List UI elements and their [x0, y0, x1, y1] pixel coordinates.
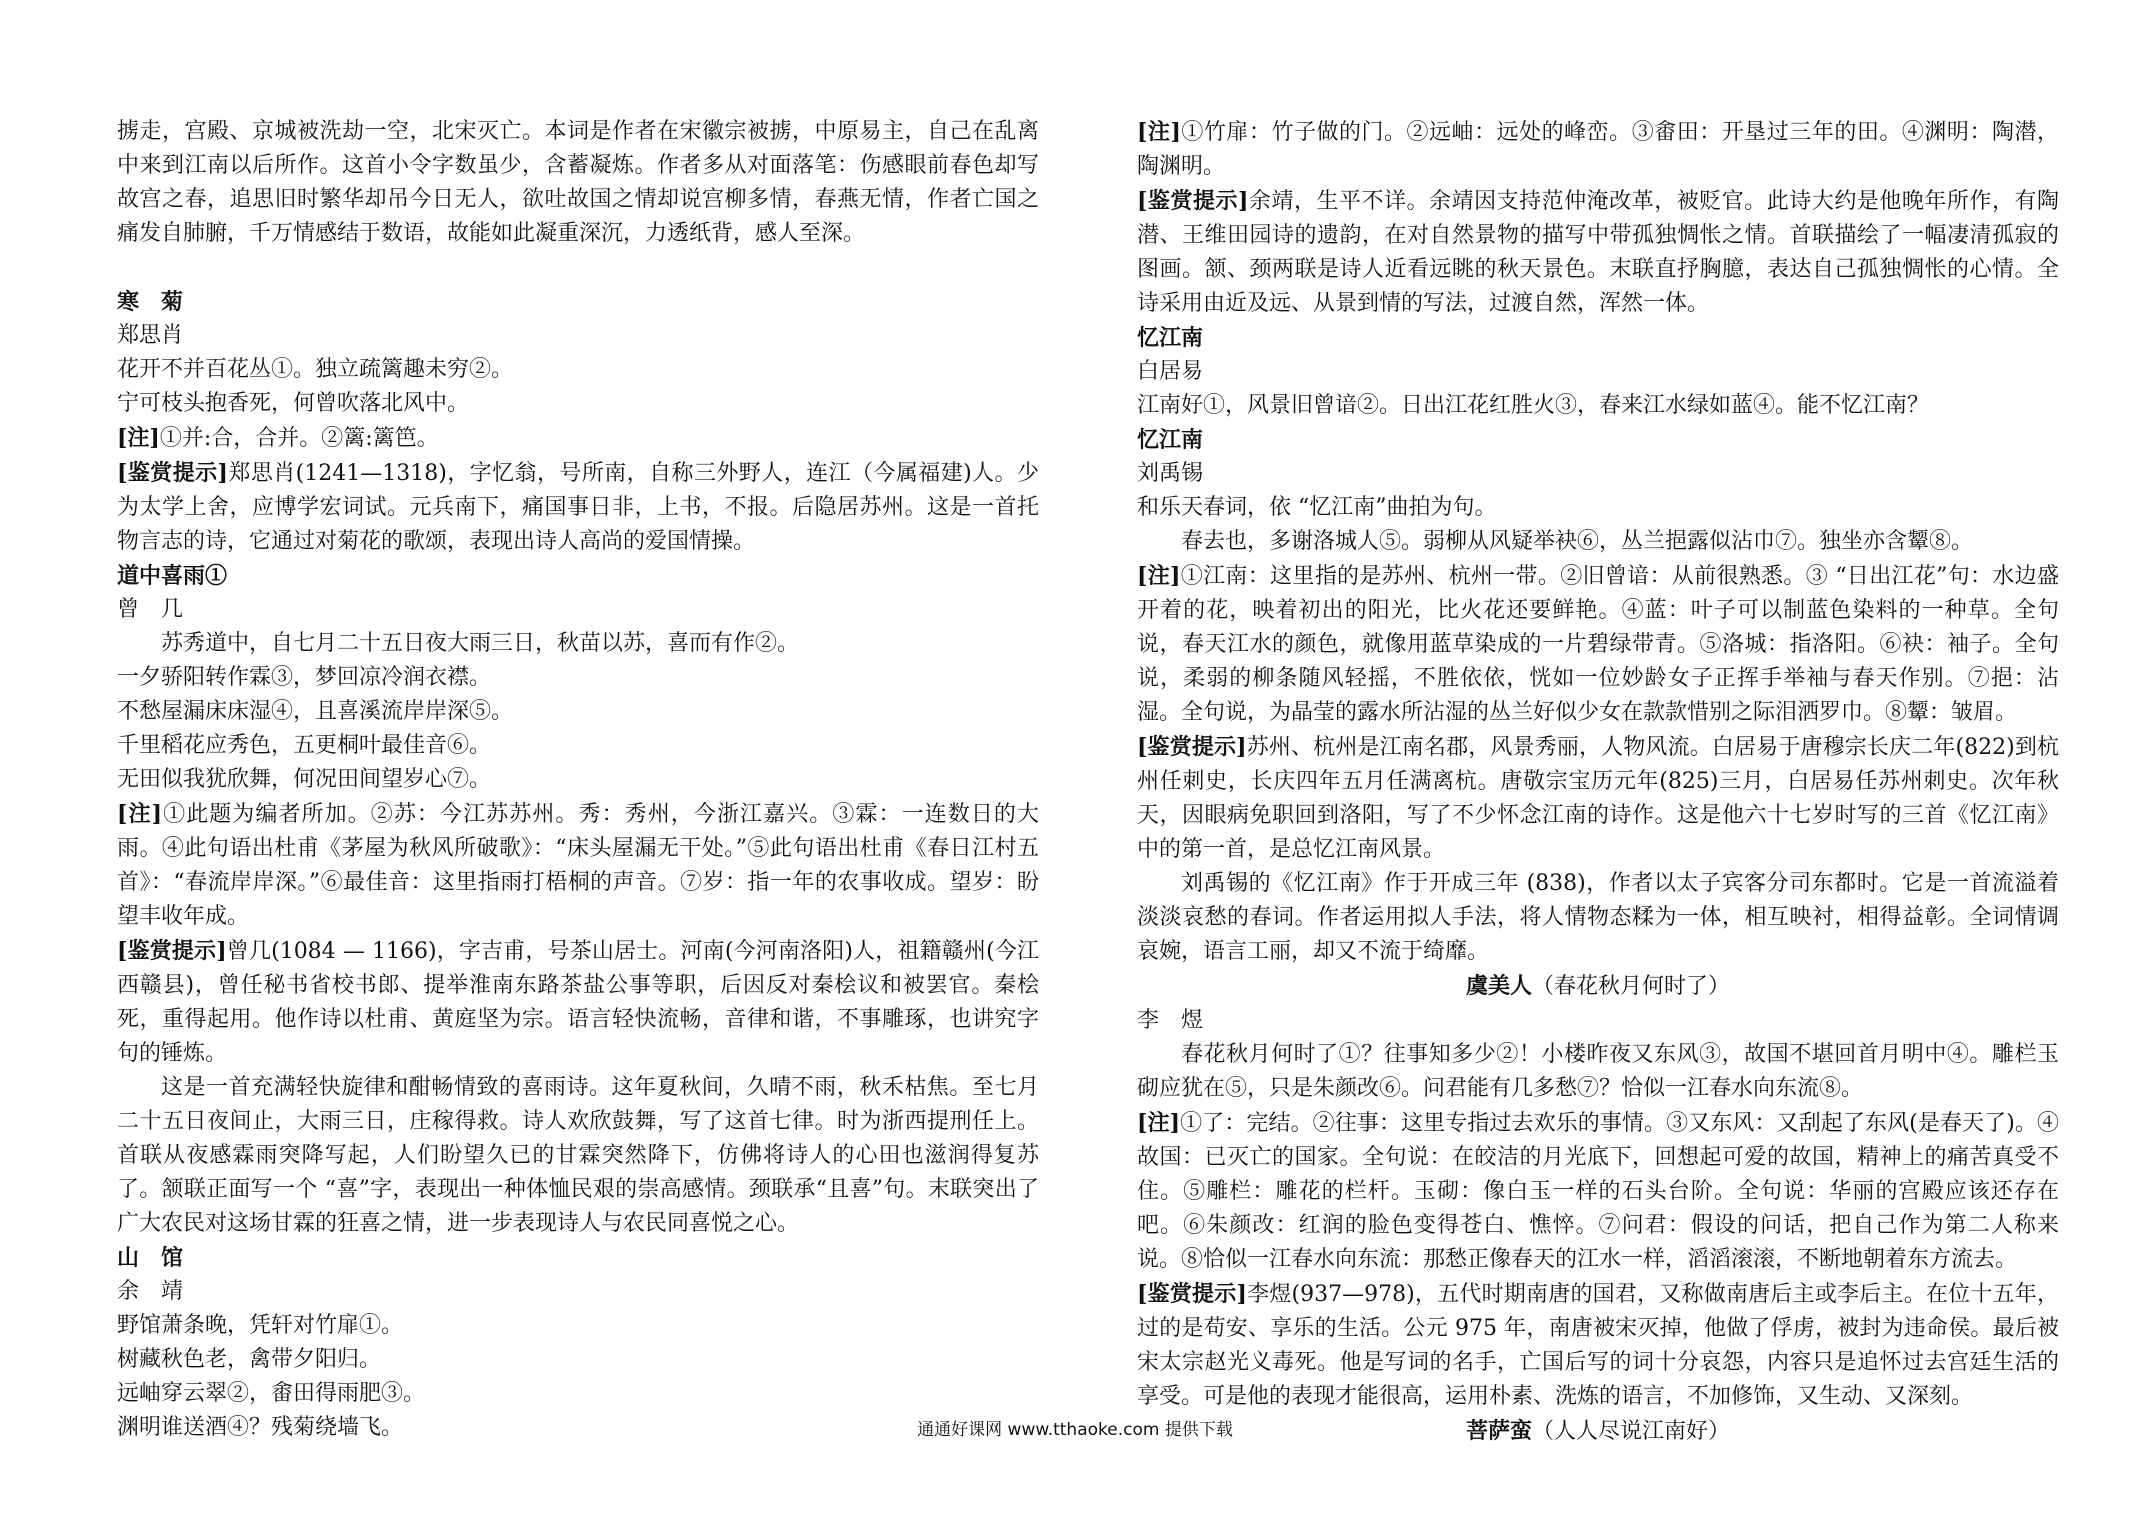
- note-text: ①江南：这里指的是苏州、杭州一带。②旧曾谙：从前很熟悉。③ “日出江花”句：水边盛开着的花，映着初出的阳光，比火花还要鲜艳。④蓝：叶子可以制蓝色染料的一种草。全句说，春天江水的颜色，就像用蓝草染成的一片碧绿带青。⑤洛城：指洛阳。⑥袂：袖子。全句说，柔弱的柳条随风轻摇，不胜依依，恍如一位妙龄女子正挥手举袖与春天作别。⑦挹：沾湿。全句说，为晶莹的露水所沾湿的丛兰好似少女在款款惜别之际泪洒罗巾。⑧颦：皱眉。: [1137, 564, 2059, 725]
- appreciation-label: [鉴赏提示]: [117, 460, 228, 486]
- poem-title: 寒 菊: [117, 289, 184, 315]
- poem-text: 春去也，多谢洛城人⑤。弱柳从风疑举袂⑥，丛兰挹露似沾巾⑦。独坐亦含颦⑧。: [1181, 529, 1974, 554]
- poem-author: 刘禹锡: [1137, 461, 1204, 486]
- poem-author: 余 靖: [117, 1279, 184, 1304]
- poem-title: 虞美人: [1465, 973, 1532, 999]
- note-text: ①此题为编者所加。②苏：今江苏苏州。秀：秀州，今浙江嘉兴。③霖：一连数日的大雨。④此句语出杜甫《茅屋为秋风所破歌》：“床头屋漏无干处。”⑤此句语出杜甫《春日江村五首》：“春流岸岸深。”⑥最佳音：这里指雨打梧桐的声音。⑦岁：指一年的农事收成。望岁：盼望丰收年成。: [117, 802, 1039, 929]
- note-paragraph: [117, 421, 1039, 456]
- poem-title: 菩萨蛮: [1465, 1418, 1532, 1444]
- intro-paragraph: 掳走，宫殿、京城被洗劫一空，北宋灭亡。本词是作者在宋徽宗被掳，中原易主，自己在乱离中来到江南以后所作。这首小令字数虽少，含蓄凝炼。作者多从对面落笔：伤感眼前春色却写故宫之春，追思旧时繁华却吊今日无人，欲吐故国之情却说宫柳多情，春燕无情，作者亡国之痛发自肺腑，千万情感结于数语，故能如此凝重深沉，力透纸背，感人至深。: [117, 119, 1039, 246]
- poem-preface: 苏秀道中，自七月二十五日夜大雨三日，秋苗以苏，喜而有作②。: [161, 631, 800, 656]
- appreciation-paragraph: [1137, 730, 2059, 867]
- note-text: ①并:合，合并。②篱:篱笆。: [159, 426, 439, 451]
- appreciation-text: 李煜(937—978)，五代时期南唐的国君，又称做南唐后主或李后主。在位十五年，过的是苟安、享乐的生活。公元 975 年，南唐被宋灭掉，他做了俘虏，被封为违命侯。最后被宋太宗赵光义毒死。他是写词的名手，亡国后写的词十分哀怨，内容只是追怀过去宫廷生活的享受。可是他的表现才能很高，运用朴素、洗炼的语言，不加修饰，又生动、又深刻。: [1137, 1282, 2059, 1409]
- appreciation-label: [鉴赏提示]: [1137, 188, 1249, 214]
- poem-subtitle: （春花秋月何时了）: [1532, 974, 1731, 999]
- note-paragraph: [1137, 559, 2059, 730]
- poem-line: 远岫穿云翠②，畬田得雨肥③。: [117, 1381, 426, 1406]
- poem-author: 李 煜: [1137, 1008, 1204, 1033]
- poem-line: 千里稻花应秀色，五更桐叶最佳音⑥。: [117, 733, 492, 758]
- appreciation-text: 曾几(1084 — 1166)，字吉甫，号茶山居士。河南(今河南洛阳)人，祖籍赣州(今江西赣县)，曾任秘书省校书郎、提举淮南东路茶盐公事等职，后因反对秦桧议和被罢官。秦桧死，重得起用。他作诗以杜甫、黄庭坚为宗。语言轻快流畅，音律和谐，不事雕琢，也讲究字句的锤炼。: [117, 939, 1039, 1066]
- appreciation-text: 余靖，生平不详。余靖因支持范仲淹改革，被贬官。此诗大约是他晚年所作，有陶潜、王维田园诗的遗韵，在对自然景物的描写中带孤独惆怅之情。首联描绘了一幅凄清孤寂的图画。颔、颈两联是诗人近看远眺的秋天景色。末联直抒胸臆，表达自己孤独惆怅的心情。全诗采用由近及远、从景到情的写法，过渡自然，浑然一体。: [1137, 189, 2059, 316]
- poem-author: 曾 几: [117, 597, 184, 622]
- appreciation-paragraph: [1137, 184, 2059, 321]
- note-paragraph: [1137, 115, 2059, 184]
- note-label: [注]: [1137, 1110, 1181, 1136]
- poem-line: 一夕骄阳转作霖③，梦回凉冷润衣襟。: [117, 665, 492, 690]
- note-text: ①竹扉：竹子做的门。②远岫：远处的峰峦。③畬田：开垦过三年的田。④渊明：陶潜，陶渊明。: [1137, 120, 2059, 179]
- appreciation-paragraph: [117, 934, 1039, 1071]
- poem-line: 无田似我犹欣舞，何况田间望岁心⑦。: [117, 767, 492, 792]
- appreciation-paragraph-2: 这是一首充满轻快旋律和酣畅情致的喜雨诗。这年夏秋间，久晴不雨，秋禾枯焦。至七月二十五日夜间止，大雨三日，庄稼得救。诗人欢欣鼓舞，写了这首七律。时为浙西提刑任上。首联从夜感霖雨突降写起，人们盼望久已的甘霖突然降下，仿佛将诗人的心田也滋润得复苏了。颔联正面写一个 “喜”字，表现出一种体恤民艰的崇高感情。颈联承“且喜”句。末联突出了广大农民对这场甘霖的狂喜之情，进一步表现诗人与农民同喜悦之心。: [117, 1075, 1039, 1236]
- poem-line: 野馆萧条晚，凭轩对竹扉①。: [117, 1313, 404, 1338]
- poem-line: 宁可枝头抱香死，何曾吹落北风中。: [117, 391, 470, 416]
- poem-line: 不愁屋漏床床湿④，且喜溪流岸岸深⑤。: [117, 699, 514, 724]
- appreciation-paragraph: [1137, 1277, 2059, 1414]
- note-paragraph: [117, 797, 1039, 934]
- note-label: [注]: [1137, 563, 1181, 589]
- poem-author: 白居易: [1137, 359, 1204, 384]
- appreciation-label: [鉴赏提示]: [117, 938, 227, 964]
- poem-subtitle: （人人尽说江南好）: [1532, 1419, 1731, 1444]
- appreciation-label: [鉴赏提示]: [1137, 734, 1247, 760]
- appreciation-label: [鉴赏提示]: [1137, 1281, 1247, 1307]
- note-paragraph: [1137, 1106, 2059, 1277]
- right-column: [1137, 115, 2059, 1449]
- poem-text: 春花秋月何时了①？往事知多少②！小楼昨夜又东风③，故国不堪回首月明中④。雕栏玉砌应犹在⑤，只是朱颜改⑥。问君能有几多愁⑦？恰似一江春水向东流⑧。: [1137, 1042, 2059, 1101]
- note-label: [注]: [1137, 119, 1181, 145]
- poem-text: 江南好①，风景旧曾谙②。日出江花红胜火③，春来江水绿如蓝④。能不忆江南？: [1137, 393, 1930, 418]
- poem-line: 花开不并百花丛①。独立疏篱趣未穷②。: [117, 357, 514, 382]
- poem-line: 渊明谁送酒④？残菊绕墙飞。: [117, 1415, 404, 1440]
- poem-line: 树藏秋色老，禽带夕阳归。: [117, 1347, 382, 1372]
- left-column: [117, 115, 1039, 1445]
- poem-title: 道中喜雨①: [117, 563, 228, 589]
- poem-subtitle: 和乐天春词，依 “忆江南”曲拍为句。: [1137, 495, 1497, 520]
- appreciation-paragraph-2: 刘禹锡的《忆江南》作于开成三年 (838)，作者以太子宾客分司东都时。它是一首流溢着淡淡哀愁的春词。作者运用拟人手法，将人情物态糅为一体，相互映衬，相得益彰。全词情调哀婉，语言工丽，却又不流于绮靡。: [1137, 871, 2059, 964]
- page-footer: 通通好课网 www.tthaoke.com 提供下载: [917, 1420, 1233, 1440]
- poem-title: 山 馆: [117, 1245, 184, 1271]
- appreciation-text: 苏州、杭州是江南名郡，风景秀丽，人物风流。白居易于唐穆宗长庆二年(822)到杭州任刺史，长庆四年五月任满离杭。唐敬宗宝历元年(825)三月，白居易任苏州刺史。次年秋天，因眼病免职回到洛阳，写了不少怀念江南的诗作。这是他六十七岁时写的三首《忆江南》中的第一首，是总忆江南风景。: [1137, 735, 2059, 862]
- note-label: [注]: [117, 801, 162, 827]
- appreciation-text: 郑思肖(1241—1318)，字忆翁，号所南，自称三外野人，连江（今属福建)人。少为太学上舍，应博学宏词试。元兵南下，痛国事日非，上书，不报。后隐居苏州。这是一首托物言志的诗，它通过对菊花的歌颂，表现出诗人高尚的爱国情操。: [117, 461, 1039, 554]
- note-text: ①了：完结。②往事：这里专指过去欢乐的事情。③又东风：又刮起了东风(是春天了)。④故国：已灭亡的国家。全句说：在皎洁的月光底下，回想起可爱的故国，精神上的痛苦真受不住。⑤雕栏：雕花的栏杆。玉砌：像白玉一样的石头台阶。全句说：华丽的宫殿应该还存在吧。⑥朱颜改：红润的脸色变得苍白、憔悴。⑦问君：假设的问话，把自己作为第二人称来说。⑧恰似一江春水向东流：那愁正像春天的江水一样，滔滔滚滚，不断地朝着东方流去。: [1137, 1111, 2059, 1272]
- appreciation-paragraph: [117, 456, 1039, 559]
- poem-title: 忆江南: [1137, 427, 1204, 453]
- note-label: [注]: [117, 425, 160, 451]
- poem-heading: [1137, 969, 2059, 1004]
- poem-author: 郑思肖: [117, 323, 184, 348]
- poem-title: 忆江南: [1137, 325, 1204, 351]
